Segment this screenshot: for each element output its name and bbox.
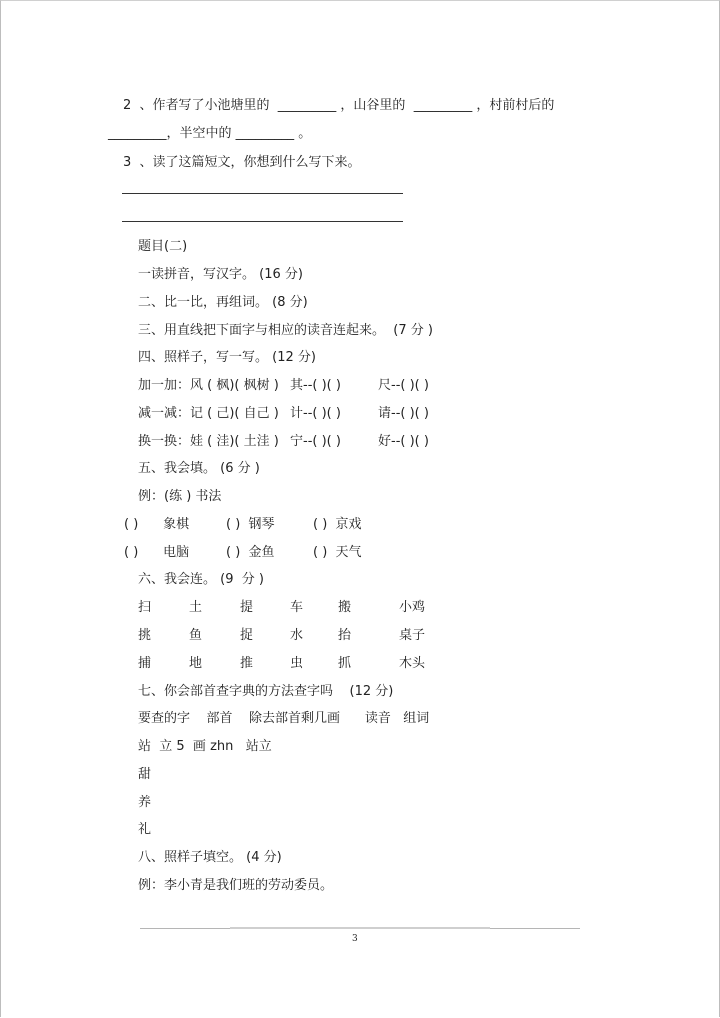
- part5-row-2-col-2: ( ) 金鱼: [226, 545, 275, 560]
- footer-rule-accent: [230, 927, 490, 929]
- section-item-1: 一读拼音，写汉字。 (16 分): [138, 267, 303, 282]
- part4-row-2-lead: 减一减：记 ( 己)( 自己 ): [138, 406, 279, 421]
- section-item-2: 二、比一比，再组词。 (8 分): [138, 295, 308, 310]
- section-item-4: 四、照样子，写一写。 (12 分): [138, 350, 316, 365]
- section-item-3: 三、用直线把下面字与相应的读音连起来。 (7 分 ): [138, 323, 433, 338]
- part5-row-2-col-3: ( ) 天气: [313, 545, 362, 560]
- part6-r2-c5: 抬: [338, 628, 352, 643]
- part6-r1-c2: 土: [189, 600, 203, 615]
- page-number: 3: [352, 934, 358, 944]
- part6-r2-c4: 水: [290, 628, 304, 643]
- part4-row-3-mid: 宁--( )( ): [290, 434, 341, 449]
- part4-row-3-right: 好--( )( ): [378, 434, 429, 449]
- part8-example: 例：李小青是我们班的劳动委员。: [138, 878, 334, 893]
- part6-r3-c1: 捕: [138, 656, 152, 671]
- part4-row-3-lead: 换一换：娃 ( 洼)( 土洼 ): [138, 434, 279, 449]
- part6-r1-c5: 搬: [338, 600, 352, 615]
- part5-row-1-col-1: ( ) 象棋: [124, 517, 190, 532]
- part4-row-1-lead: 加一加：风 ( 枫)( 枫树 ): [138, 378, 279, 393]
- part6-r3-c4: 虫: [290, 656, 304, 671]
- part6-r1-c1: 扫: [138, 600, 152, 615]
- part6-r3-c6: 木头: [399, 656, 426, 671]
- part5-example: 例：(练 ) 书法: [138, 489, 222, 504]
- answer-line-1: [122, 193, 403, 194]
- part7-char-2: 养: [138, 795, 152, 810]
- part6-r3-c5: 抓: [338, 656, 352, 671]
- part6-r2-c6: 桌子: [399, 628, 426, 643]
- part5-row-1-col-2: ( ) 钢琴: [226, 517, 275, 532]
- part6-r3-c3: 推: [240, 656, 254, 671]
- part6-r2-c2: 鱼: [189, 628, 203, 643]
- part6-r1-c4: 车: [290, 600, 304, 615]
- question-3: 3 、读了这篇短文，你想到什么写下来。: [123, 155, 361, 170]
- part6-r2-c3: 捉: [240, 628, 254, 643]
- part7-char-1: 甜: [138, 767, 152, 782]
- part6-r3-c2: 地: [189, 656, 203, 671]
- part7-char-3: 礼: [138, 822, 152, 837]
- part6-r1-c3: 提: [240, 600, 254, 615]
- part4-row-1-mid: 其--( )( ): [290, 378, 341, 393]
- part7-header: 要查的字 部首 除去部首剩几画 读音 组词: [138, 711, 430, 726]
- part7-title: 七、你会部首查字典的方法查字吗 (12 分): [138, 684, 394, 699]
- part6-r1-c6: 小鸡: [399, 600, 426, 615]
- part5-row-2-col-1: ( ) 电脑: [124, 545, 190, 560]
- part8-title: 八、照样子填空。 (4 分): [138, 850, 282, 865]
- part4-row-1-right: 尺--( )( ): [378, 378, 429, 393]
- question-2-line-2: _________，半空中的 _________ 。: [108, 126, 312, 141]
- part4-row-2-right: 请--( )( ): [378, 406, 429, 421]
- part4-row-2-mid: 计--( )( ): [290, 406, 341, 421]
- section-2-title: 题目(二): [138, 239, 188, 254]
- part6-title: 六、我会连。 (9 分 ): [138, 572, 264, 587]
- question-2-line-1: 2 、作者写了小池塘里的 _________ ，山谷里的 _________ ，村前村后的: [123, 98, 555, 113]
- part5-title: 五、我会填。 (6 分 ): [138, 461, 260, 476]
- part6-r2-c1: 挑: [138, 628, 152, 643]
- part7-example: 站 立 5 画 zhn 站立: [138, 739, 272, 754]
- answer-line-2: [122, 221, 403, 222]
- part5-row-1-col-3: ( ) 京戏: [313, 517, 362, 532]
